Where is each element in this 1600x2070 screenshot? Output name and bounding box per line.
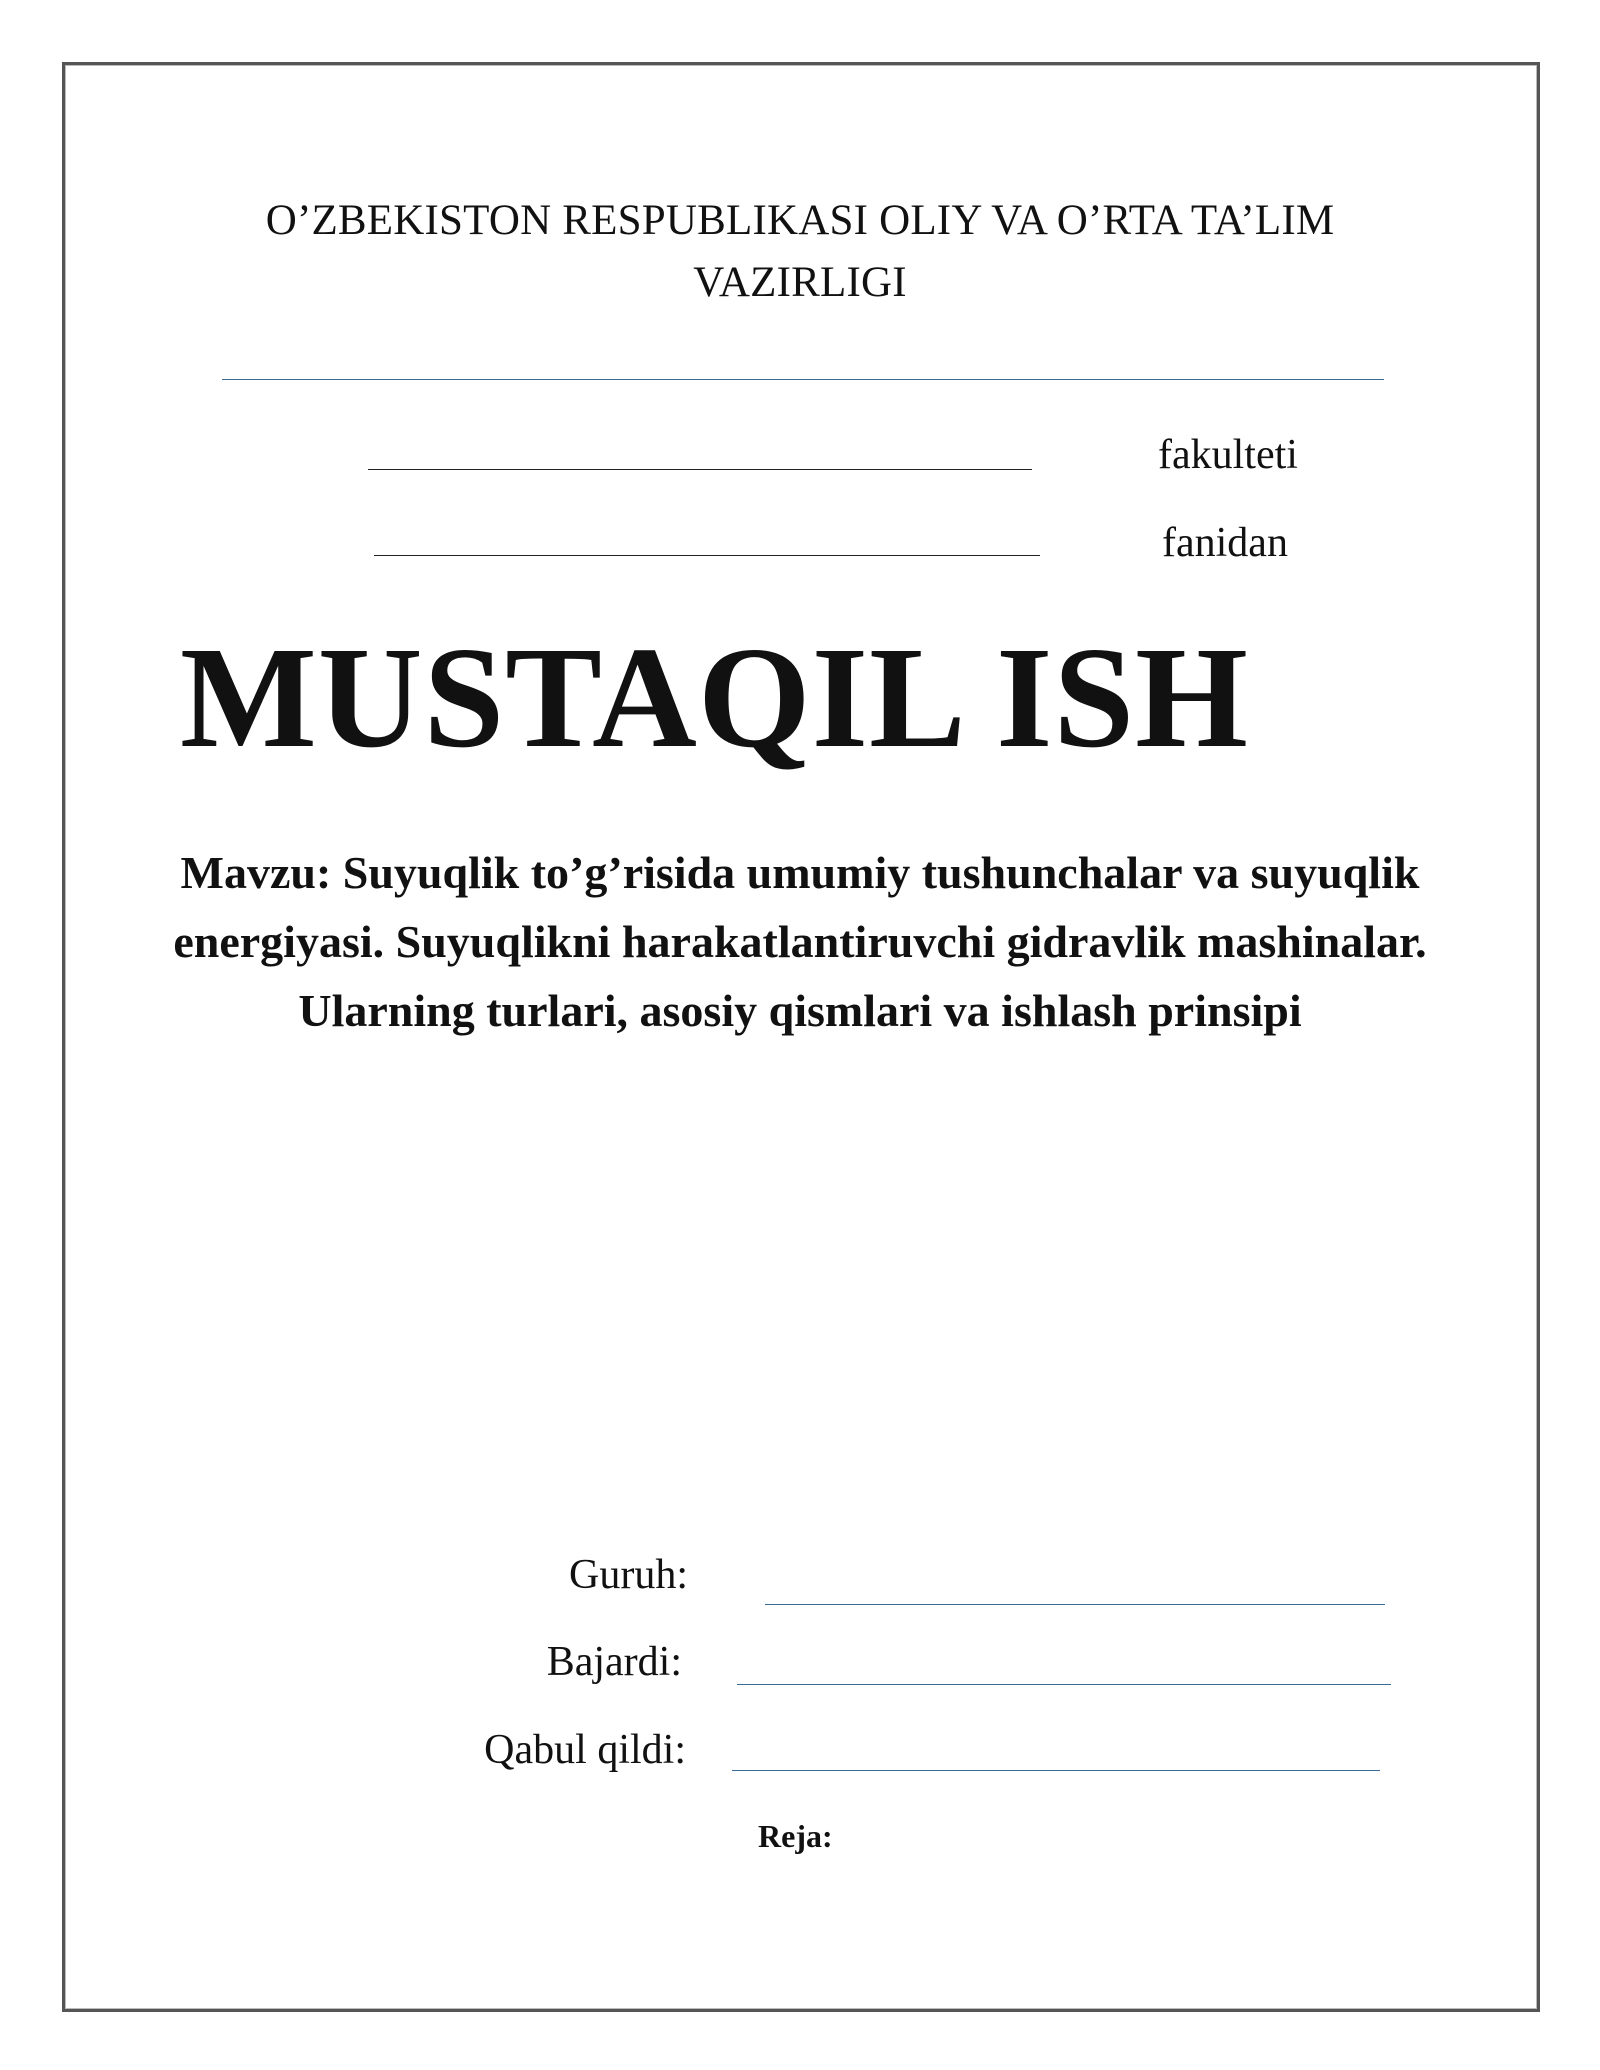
plan-label: Reja:	[758, 1818, 833, 1854]
topic-text: Mavzu: Suyuqlik to’g’risida umumiy tushunchalar va suyuqlik energiyasi. Suyuqlikni harakatlantiruvchi gidravlik mashinalar. Ularning turlari, asosiy qismlari va ishlash prinsipi	[173, 847, 1427, 1036]
university-name-line	[222, 379, 1384, 380]
document-title: MUSTAQIL ISH	[180, 618, 1249, 778]
ministry-header	[150, 190, 1450, 314]
accepted-by-line	[732, 1770, 1380, 1771]
group-line	[765, 1604, 1385, 1605]
ministry-header-line1: O’ZBEKISTON RESPUBLIKASI OLIY VA O’RTA TA’LIM	[265, 197, 1335, 244]
done-by-label: Bajardi:	[546, 1639, 682, 1685]
group-label: Guruh:	[569, 1552, 688, 1598]
accepted-by-label: Qabul qildi:	[484, 1727, 686, 1773]
ministry-header-line2: VAZIRLIGI	[693, 259, 907, 306]
subject-label: fanidan	[1162, 520, 1288, 566]
done-by-line	[737, 1684, 1391, 1685]
faculty-label: fakulteti	[1158, 432, 1298, 478]
subject-name-line	[374, 555, 1040, 556]
faculty-name-line	[368, 469, 1032, 470]
